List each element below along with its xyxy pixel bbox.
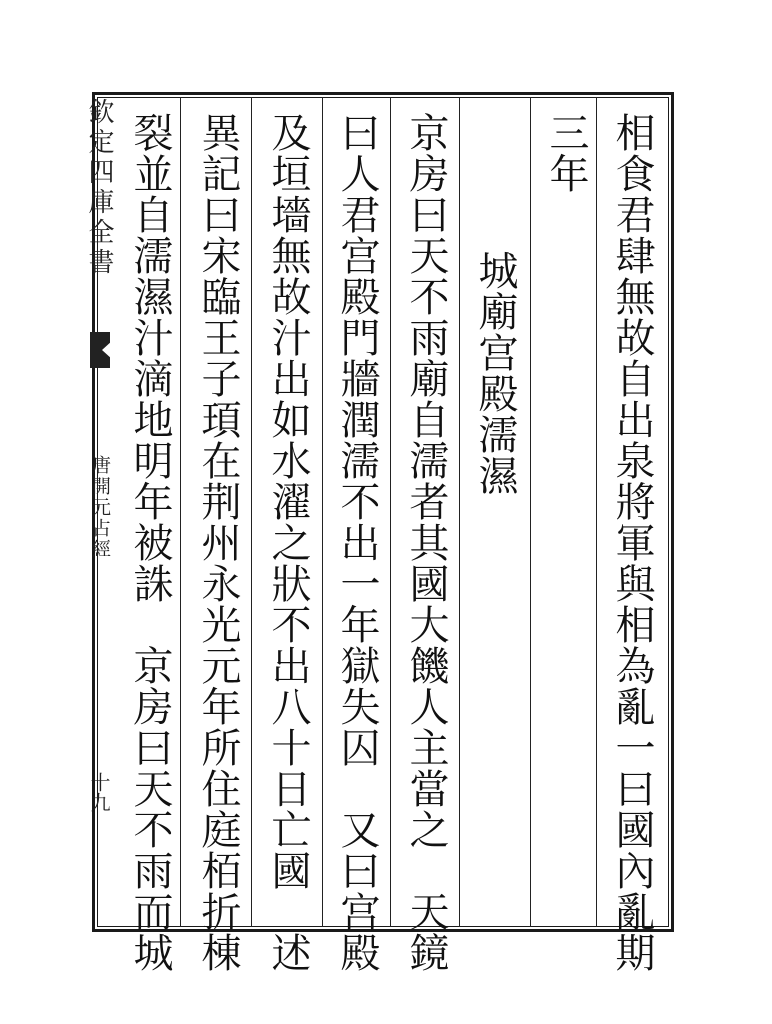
text-column: 三年	[543, 112, 589, 194]
column-rule	[322, 97, 323, 927]
column-rule	[390, 97, 391, 927]
text-column: 裂並自濡濕汁滴地明年被誅 京房曰天不雨而城	[127, 112, 173, 973]
margin-book-title: 欽定四庫全書	[84, 98, 114, 278]
margin-page-number: 十九	[87, 772, 111, 812]
column-rule	[251, 97, 252, 927]
text-column: 相食君肆無故自出泉將軍與相為亂一曰國內亂期	[609, 112, 655, 973]
margin-volume-title: 唐開元占經	[89, 455, 111, 560]
page-border-inner	[97, 97, 669, 927]
column-rule	[459, 97, 460, 927]
column-rule	[530, 97, 531, 927]
text-column: 京房曰天不雨廟自濡者其國大饑人主當之 天鏡	[403, 112, 449, 973]
column-rule	[180, 97, 181, 927]
column-rule	[596, 97, 597, 927]
section-heading: 城廟宫殿濡濕	[472, 250, 518, 496]
text-column: 曰人君宫殿門牆潤濡不出一年獄失囚 又曰宫殿	[334, 112, 380, 973]
text-column: 及垣墻無故汁出如水濯之狀不出八十日亡國 述	[265, 112, 311, 973]
text-column: 異記曰宋臨王子頊在荆州永光元年所住庭栢折棟	[195, 112, 241, 973]
